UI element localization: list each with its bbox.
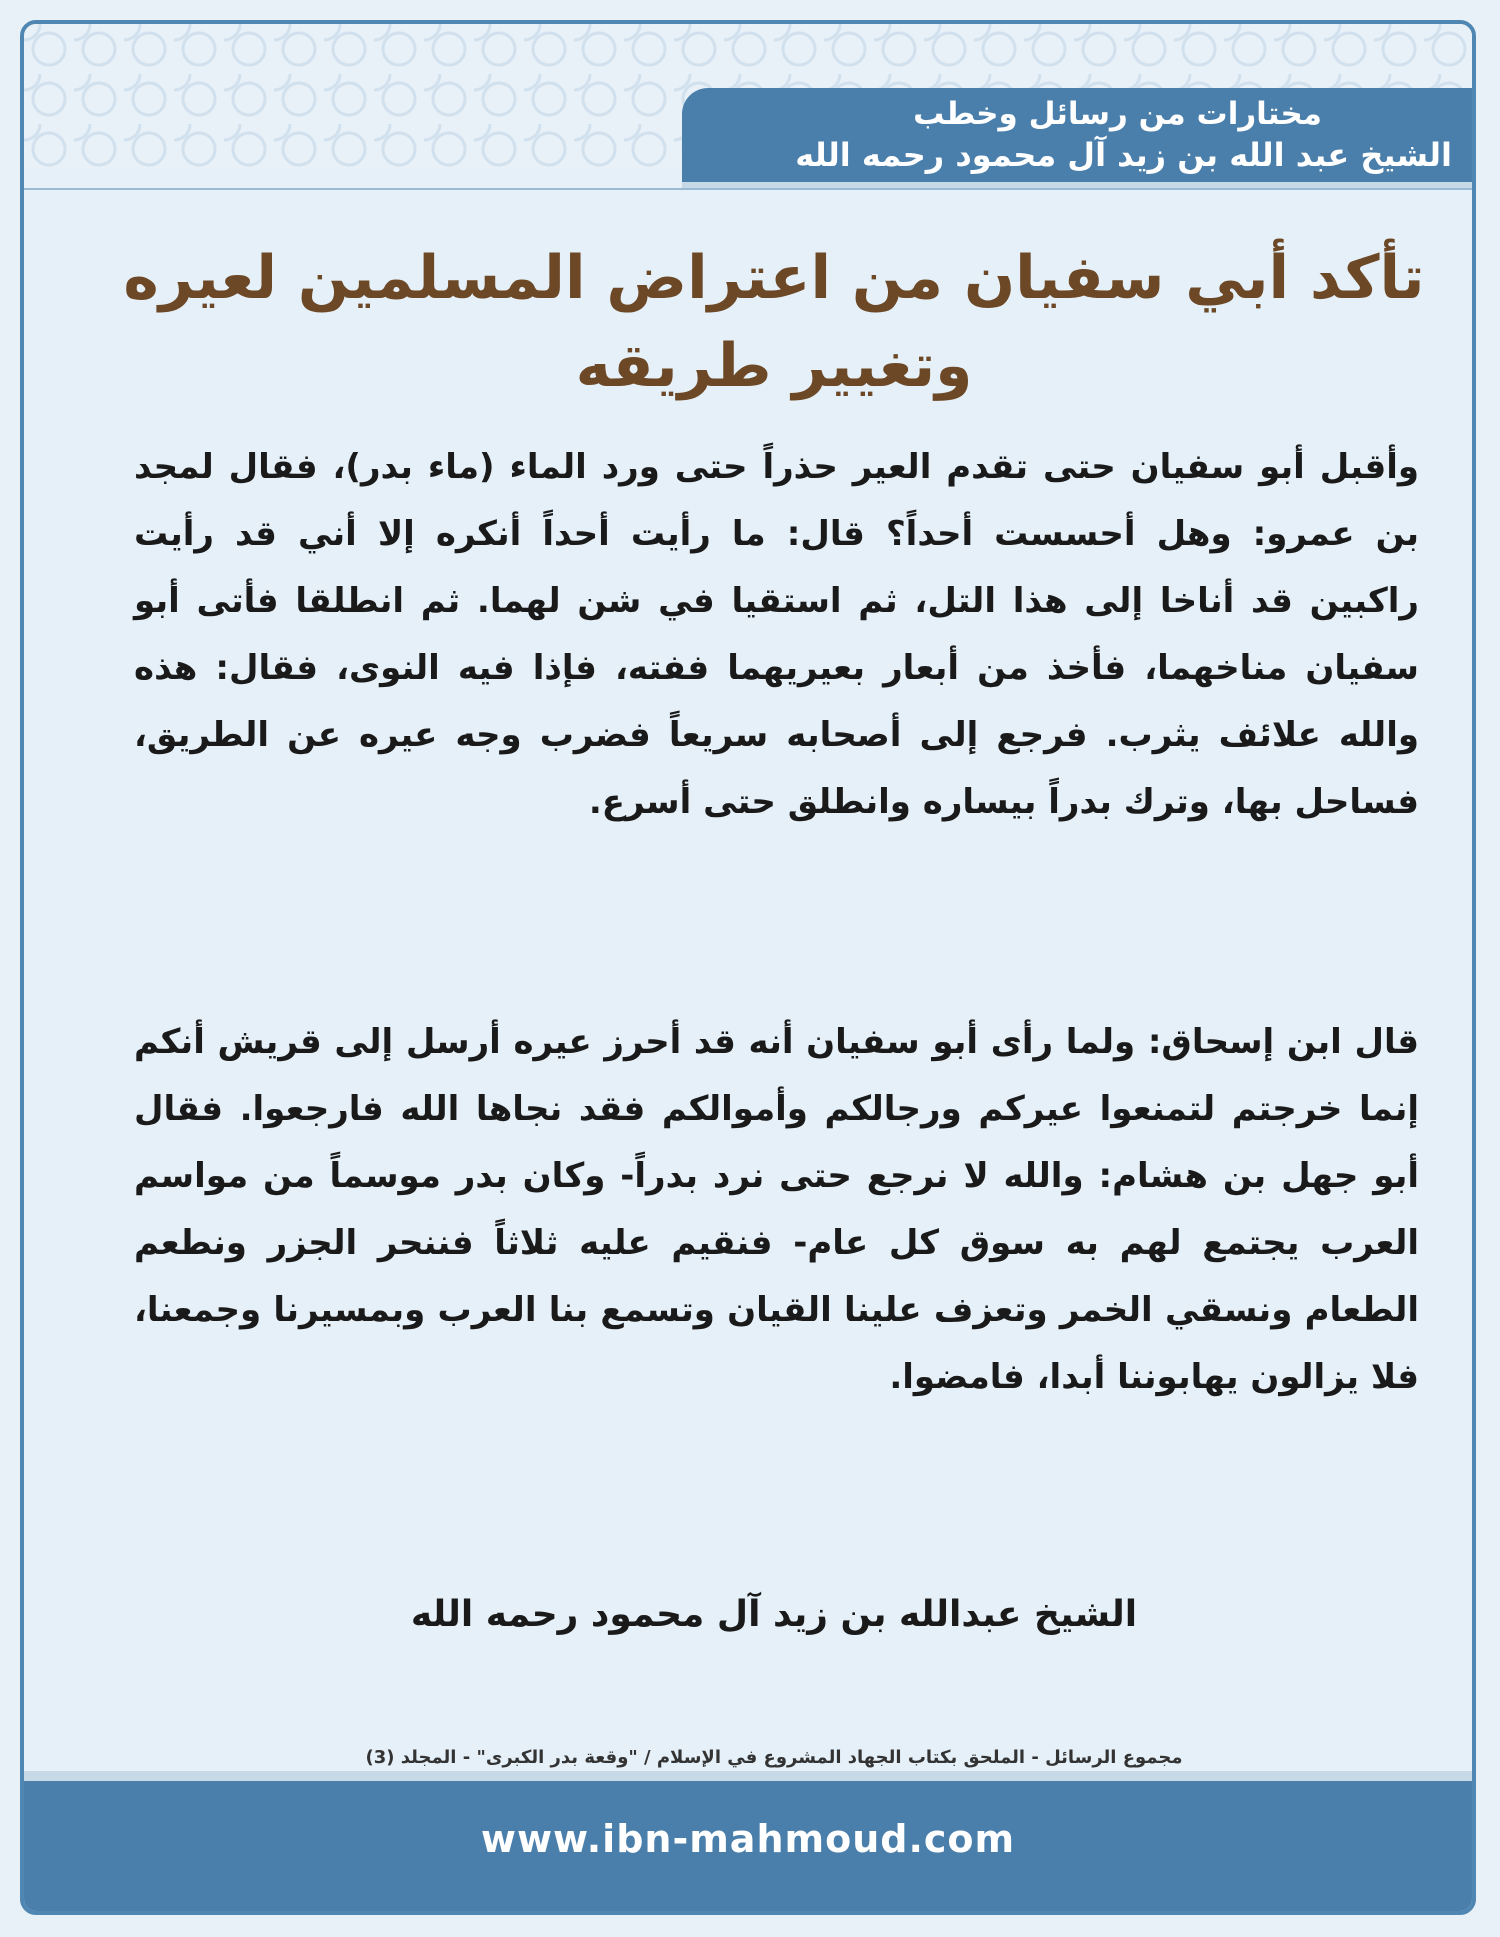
header-ribbon [682, 88, 1472, 188]
title-line-2: وتغيير طريقه [575, 331, 973, 401]
source-citation: مجموع الرسائل - الملحق بكتاب الجهاد المشروع في الإسلام / "وقعة بدر الكبرى" - المجلد (3) [365, 1747, 1183, 1768]
title-line-1: تأكد أبي سفيان من اعتراض المسلمين لعيره [123, 243, 1425, 313]
footer-bar [24, 1771, 1472, 1911]
body-paragraph-1: وأقبل أبو سفيان حتى تقدم العير حذراً حتى ورد الماء (ماء بدر)، فقال لمجد بن عمرو: وهل أحسست أحداً؟ قال: ما رأيت أحداً أنكره إلا أني قد رأيت راكبين قد أناخا إلى هذا التل، ثم استقيا في شن لهما. ثم انطلقا فأتى أبو سفيان مناخهما، فأخذ من أبعار بعيريهما ففته، فإذا فيه النوى، فقال: هذه والله علائف يثرب. فرجع إلى أصحابه سريعاً فضرب وجه عيره عن الطريق، فساحل بها، وترك بدراً بيساره وانطلق حتى أسرع. [134, 447, 1419, 822]
author-signature: الشيخ عبدالله بن زيد آل محمود رحمه الله [410, 1594, 1138, 1635]
page-frame [20, 20, 1476, 1915]
website-link[interactable]: www.ibn-mahmoud.com [480, 1817, 1016, 1861]
divider [24, 188, 1472, 190]
body-paragraph-2: قال ابن إسحاق: ولما رأى أبو سفيان أنه قد أحرز عيره أرسل إلى قريش أنكم إنما خرجتم لتمنعوا عيركم ورجالكم وأموالكم فقد نجاها الله فارجعوا. فقال أبو جهل بن هشام: والله لا نرجع حتى نرد بدراً- وكان بدر موسماً من مواسم العرب يجتمع لهم به سوق كل عام- فنقيم عليه ثلاثاً فننحر الجزر ونطعم الطعام ونسقي الخمر وتعزف علينا القيان وتسمع بنا العرب وبمسيرنا وجمعنا، فلا يزالون يهابوننا أبدا، فامضوا. [134, 1022, 1419, 1397]
author-title: الشيخ عبد الله بن زيد آل محمود رحمه الله [795, 136, 1452, 174]
page-title [104, 234, 1444, 410]
series-title: مختارات من رسائل وخطب [913, 96, 1322, 132]
